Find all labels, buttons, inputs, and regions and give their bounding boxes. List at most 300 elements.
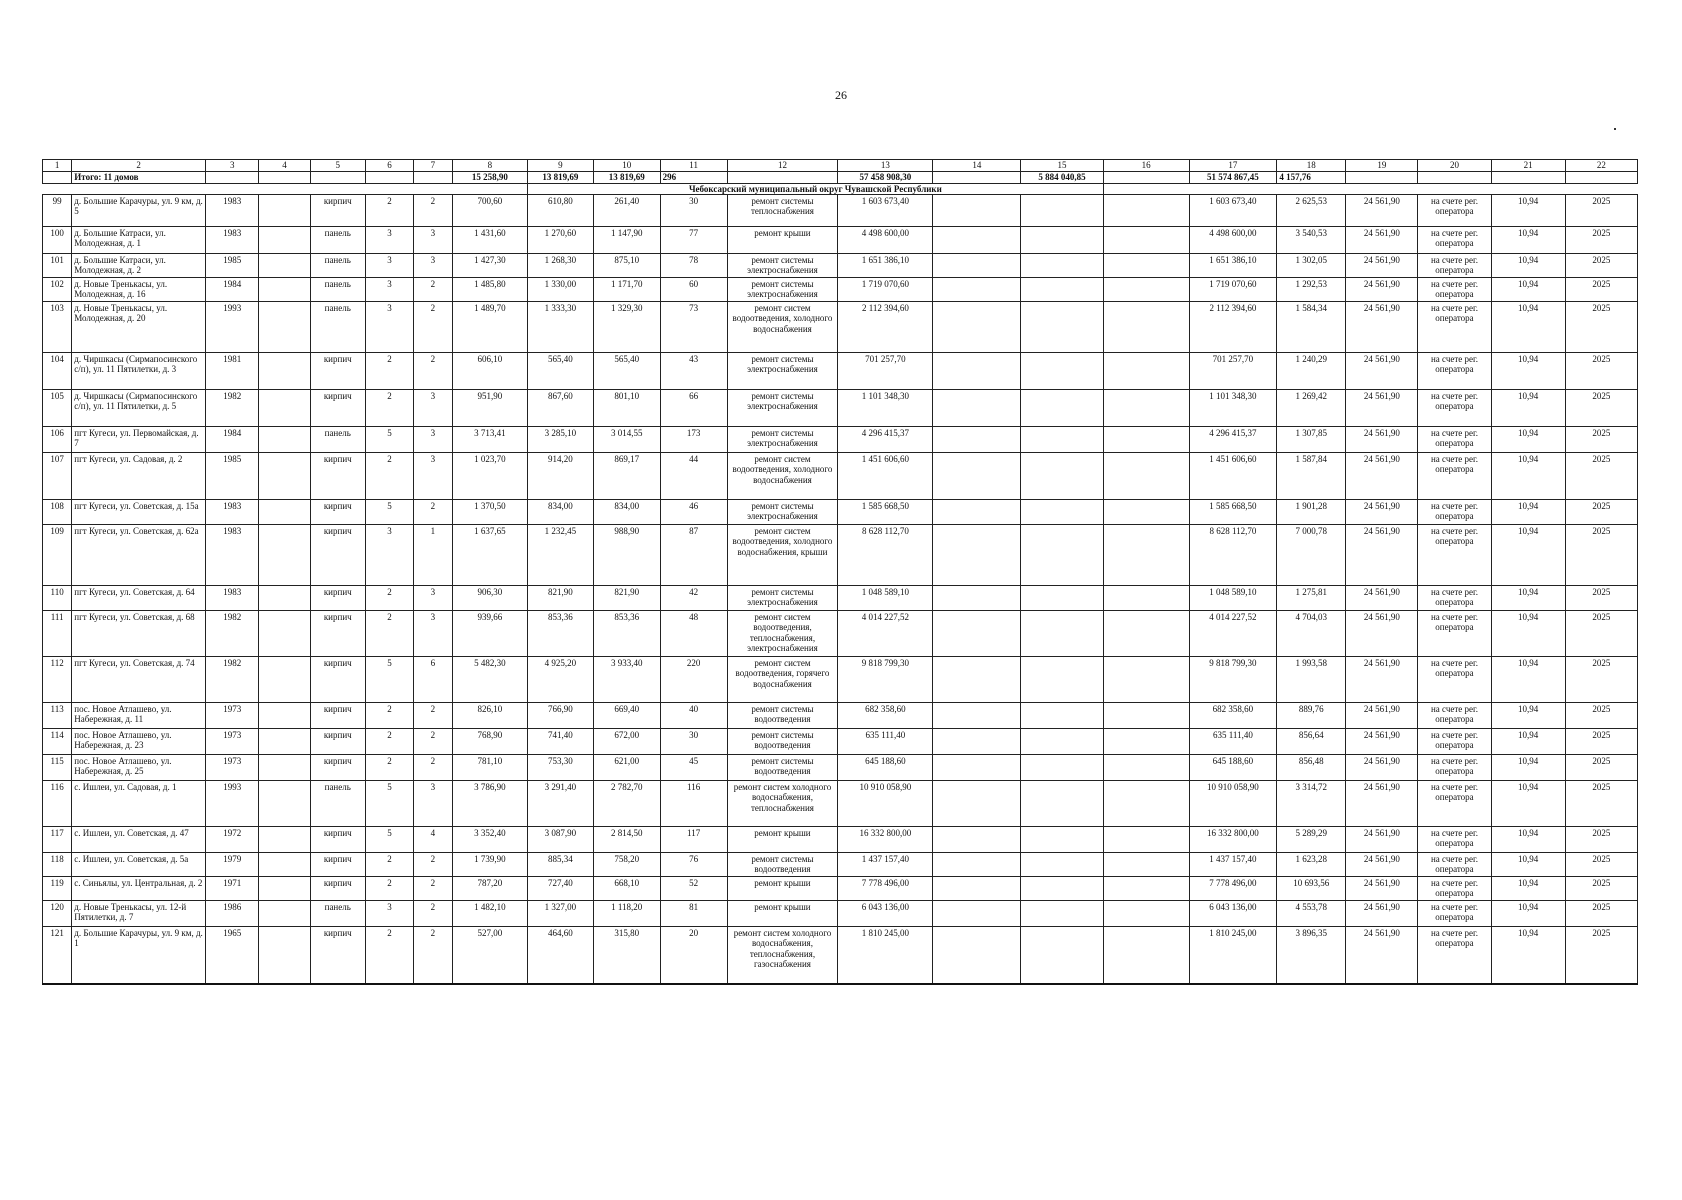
floors-count: 2 [365,703,413,729]
floors-count: 2 [365,877,413,901]
build-year: 1984 [206,427,259,453]
entrances-count: 1 [414,525,453,586]
repair-cost: 1 437 157,40 [838,853,933,877]
cell [933,827,1021,853]
unit-cost: 1 584,34 [1277,302,1346,353]
unit-cost: 1 302,05 [1277,254,1346,278]
total-area: 3 786,90 [452,781,527,827]
build-year: 1973 [206,729,259,755]
cost-fund: 2 112 394,60 [1189,302,1277,353]
floors-count: 2 [365,390,413,427]
cell [933,611,1021,657]
plan-year: 2025 [1565,927,1637,984]
total-area-living: 13 819,69 [527,172,593,184]
cell [259,927,310,984]
unit-cost-limit: 24 561,90 [1346,195,1418,227]
repair-works: ремонт систем водоотведения, горячего водоснабжения [727,657,838,703]
cell [1103,172,1189,184]
plan-year: 2025 [1565,500,1637,525]
living-area: 3 285,10 [527,427,593,453]
residential-area: 1 118,20 [593,901,660,927]
build-year: 1993 [206,781,259,827]
table-row [43,227,1638,254]
col-header: 19 [1346,160,1418,172]
build-year: 1979 [206,853,259,877]
unit-cost-limit: 24 561,90 [1346,703,1418,729]
cell [259,227,310,254]
row-number: 100 [43,227,72,254]
row-number: 104 [43,353,72,390]
fund-method: на счете рег. оператора [1418,525,1491,586]
cell [259,427,310,453]
unit-cost-limit: 24 561,90 [1346,901,1418,927]
fund-method: на счете рег. оператора [1418,657,1491,703]
cost-fund: 10 910 058,90 [1189,781,1277,827]
floors-count: 3 [365,278,413,302]
contribution-rate: 10,94 [1491,453,1565,500]
wall-material: кирпич [310,390,365,427]
table-row [43,278,1638,302]
table-row [43,755,1638,781]
table-row [43,500,1638,525]
unit-cost-limit: 24 561,90 [1346,227,1418,254]
living-area: 610,80 [527,195,593,227]
fund-method: на счете рег. оператора [1418,227,1491,254]
unit-cost: 4 553,78 [1277,901,1346,927]
floors-count: 2 [365,453,413,500]
row-number: 118 [43,853,72,877]
unit-cost-limit: 24 561,90 [1346,390,1418,427]
cell [933,853,1021,877]
plan-year: 2025 [1565,586,1637,611]
fund-method: на счете рег. оператора [1418,586,1491,611]
unit-cost-limit: 24 561,90 [1346,525,1418,586]
floors-count: 5 [365,827,413,853]
total-area: 700,60 [452,195,527,227]
unit-cost-limit: 24 561,90 [1346,427,1418,453]
unit-cost: 5 289,29 [1277,827,1346,853]
entrances-count: 2 [414,877,453,901]
total-col15: 5 884 040,85 [1021,172,1104,184]
fund-method: на счете рег. оператора [1418,302,1491,353]
unit-cost-limit: 24 561,90 [1346,827,1418,853]
unit-cost-limit: 24 561,90 [1346,254,1418,278]
unit-cost: 1 307,85 [1277,427,1346,453]
row-number: 99 [43,195,72,227]
floors-count: 3 [365,254,413,278]
cell [259,611,310,657]
contribution-rate: 10,94 [1491,877,1565,901]
floors-count: 3 [365,227,413,254]
address: с. Ишлеи, ул. Садовая, д. 1 [72,781,206,827]
floors-count: 2 [365,353,413,390]
cell [1103,586,1189,611]
build-year: 1983 [206,500,259,525]
entrances-count: 3 [414,254,453,278]
build-year: 1993 [206,302,259,353]
table-row [43,781,1638,827]
floors-count: 5 [365,781,413,827]
floors-count: 3 [365,525,413,586]
residents-count: 173 [660,427,727,453]
contribution-rate: 10,94 [1491,781,1565,827]
residential-area: 315,80 [593,927,660,984]
cell [1103,353,1189,390]
col-header: 4 [259,160,310,172]
table-row [43,901,1638,927]
col-header: 21 [1491,160,1565,172]
cell [1103,657,1189,703]
fund-method: на счете рег. оператора [1418,278,1491,302]
cell [933,195,1021,227]
cell [259,586,310,611]
unit-cost: 7 000,78 [1277,525,1346,586]
residents-count: 66 [660,390,727,427]
cost-fund: 7 778 496,00 [1189,877,1277,901]
repair-cost: 645 188,60 [838,755,933,781]
cell [259,172,310,184]
entrances-count: 3 [414,227,453,254]
total-area: 826,10 [452,703,527,729]
unit-cost-limit: 24 561,90 [1346,278,1418,302]
cell [1103,755,1189,781]
repair-works: ремонт системы электроснабжения [727,427,838,453]
repair-works: ремонт системы электроснабжения [727,353,838,390]
cell [933,254,1021,278]
floors-count: 2 [365,586,413,611]
total-area: 3 352,40 [452,827,527,853]
total-area: 781,10 [452,755,527,781]
col-header: 7 [414,160,453,172]
repair-works: ремонт системы водоотведения [727,703,838,729]
cost-fund: 16 332 800,00 [1189,827,1277,853]
plan-year: 2025 [1565,453,1637,500]
entrances-count: 2 [414,302,453,353]
row-number: 114 [43,729,72,755]
plan-year: 2025 [1565,427,1637,453]
cell [43,184,528,195]
cell [1021,453,1104,500]
unit-cost: 1 240,29 [1277,353,1346,390]
total-area: 1 431,60 [452,227,527,254]
cell [1103,877,1189,901]
plan-year: 2025 [1565,853,1637,877]
residents-count: 44 [660,453,727,500]
floors-count: 3 [365,302,413,353]
total-area: 906,30 [452,586,527,611]
cost-fund: 1 048 589,10 [1189,586,1277,611]
repair-works: ремонт системы электроснабжения [727,586,838,611]
cell [1021,278,1104,302]
table-row [43,525,1638,586]
fund-method: на счете рег. оператора [1418,427,1491,453]
cell [1103,302,1189,353]
living-area: 1 333,30 [527,302,593,353]
residential-area: 1 171,70 [593,278,660,302]
cell [1021,611,1104,657]
address: пгт Кугеси, ул. Советская, д. 62а [72,525,206,586]
cost-fund: 1 603 673,40 [1189,195,1277,227]
repair-works: ремонт крыши [727,901,838,927]
table-row [43,195,1638,227]
residential-area: 669,40 [593,703,660,729]
total-label: Итого: 11 домов [72,172,206,184]
table-row [43,657,1638,703]
cell [1103,500,1189,525]
cell [1021,525,1104,586]
living-area: 1 327,00 [527,901,593,927]
living-area: 3 291,40 [527,781,593,827]
residential-area: 621,00 [593,755,660,781]
residential-area: 565,40 [593,353,660,390]
cost-fund: 8 628 112,70 [1189,525,1277,586]
repair-works: ремонт систем водоотведения, теплоснабжения, электроснабжения [727,611,838,657]
cost-fund: 4 014 227,52 [1189,611,1277,657]
cell [933,302,1021,353]
unit-cost: 856,48 [1277,755,1346,781]
contribution-rate: 10,94 [1491,278,1565,302]
plan-year: 2025 [1565,827,1637,853]
fund-method: на счете рег. оператора [1418,927,1491,984]
table-row [43,254,1638,278]
plan-year: 2025 [1565,781,1637,827]
contribution-rate: 10,94 [1491,611,1565,657]
total-area: 1 489,70 [452,302,527,353]
cell [933,390,1021,427]
plan-year: 2025 [1565,525,1637,586]
build-year: 1983 [206,227,259,254]
plan-year: 2025 [1565,278,1637,302]
row-number: 120 [43,901,72,927]
build-year: 1965 [206,927,259,984]
residents-count: 52 [660,877,727,901]
table-row [43,877,1638,901]
fund-method: на счете рег. оператора [1418,877,1491,901]
cell [933,453,1021,500]
col-header: 5 [310,160,365,172]
col-header: 18 [1277,160,1346,172]
residents-count: 78 [660,254,727,278]
cell [933,227,1021,254]
cost-fund: 6 043 136,00 [1189,901,1277,927]
col-header: 6 [365,160,413,172]
build-year: 1983 [206,586,259,611]
cell [259,500,310,525]
repair-cost: 1 719 070,60 [838,278,933,302]
residents-count: 73 [660,302,727,353]
unit-cost: 1 269,42 [1277,390,1346,427]
total-area: 606,10 [452,353,527,390]
table-row [43,853,1638,877]
cost-fund: 682 358,60 [1189,703,1277,729]
wall-material: кирпич [310,586,365,611]
cell [1103,827,1189,853]
cell [1103,611,1189,657]
cost-fund: 1 101 348,30 [1189,390,1277,427]
cell [1021,703,1104,729]
wall-material: кирпич [310,877,365,901]
row-number: 105 [43,390,72,427]
residential-area: 1 329,30 [593,302,660,353]
total-area-residential: 13 819,69 [593,172,660,184]
unit-cost: 3 896,35 [1277,927,1346,984]
wall-material: панель [310,302,365,353]
cost-fund: 1 810 245,00 [1189,927,1277,984]
residential-area: 2 814,50 [593,827,660,853]
cell [1021,781,1104,827]
cell [259,901,310,927]
total-area: 1 739,90 [452,853,527,877]
cell [1021,500,1104,525]
total-area: 1 023,70 [452,453,527,500]
row-number: 102 [43,278,72,302]
contribution-rate: 10,94 [1491,729,1565,755]
plan-year: 2025 [1565,755,1637,781]
cell [1021,853,1104,877]
unit-cost-limit: 24 561,90 [1346,302,1418,353]
column-number-row [43,160,1638,172]
floors-count: 2 [365,195,413,227]
col-header: 12 [727,160,838,172]
contribution-rate: 10,94 [1491,927,1565,984]
unit-cost-limit: 24 561,90 [1346,755,1418,781]
contribution-rate: 10,94 [1491,853,1565,877]
cell [1021,302,1104,353]
col-header: 2 [72,160,206,172]
cell [933,586,1021,611]
repair-works: ремонт системы водоотведения [727,755,838,781]
plan-year: 2025 [1565,611,1637,657]
cost-fund: 1 585 668,50 [1189,500,1277,525]
build-year: 1986 [206,901,259,927]
row-number: 113 [43,703,72,729]
cost-fund: 1 719 070,60 [1189,278,1277,302]
residents-count: 220 [660,657,727,703]
residential-area: 3 933,40 [593,657,660,703]
living-area: 565,40 [527,353,593,390]
repair-works: ремонт систем водоотведения, холодного водоснабжения, крыши [727,525,838,586]
unit-cost: 10 693,56 [1277,877,1346,901]
entrances-count: 6 [414,657,453,703]
residents-count: 60 [660,278,727,302]
cell [1565,172,1637,184]
living-area: 741,40 [527,729,593,755]
residents-count: 30 [660,195,727,227]
entrances-count: 2 [414,703,453,729]
cell [1103,195,1189,227]
plan-year: 2025 [1565,254,1637,278]
row-number: 101 [43,254,72,278]
total-area: 5 482,30 [452,657,527,703]
cell [259,657,310,703]
repair-works: ремонт систем холодного водоснабжения, теплоснабжения, газоснабжения [727,927,838,984]
unit-cost-limit: 24 561,90 [1346,729,1418,755]
cell [933,729,1021,755]
col-header: 17 [1189,160,1277,172]
plan-year: 2025 [1565,302,1637,353]
residential-area: 875,10 [593,254,660,278]
entrances-count: 3 [414,611,453,657]
repair-cost: 4 296 415,37 [838,427,933,453]
residents-count: 46 [660,500,727,525]
living-area: 1 330,00 [527,278,593,302]
cell [1346,172,1418,184]
address: с. Ишлеи, ул. Советская, д. 47 [72,827,206,853]
cost-fund: 645 188,60 [1189,755,1277,781]
col-header: 10 [593,160,660,172]
cell [1103,390,1189,427]
unit-cost-limit: 24 561,90 [1346,500,1418,525]
col-header: 14 [933,160,1021,172]
capital-repair-table [42,159,1638,985]
residents-count: 77 [660,227,727,254]
floors-count: 2 [365,729,413,755]
address: д. Большие Катраси, ул. Молодежная, д. 2 [72,254,206,278]
total-row [43,172,1638,184]
entrances-count: 2 [414,755,453,781]
unit-cost: 3 540,53 [1277,227,1346,254]
unit-cost: 1 993,58 [1277,657,1346,703]
cell [1103,703,1189,729]
repair-cost: 7 778 496,00 [838,877,933,901]
cost-fund: 4 296 415,37 [1189,427,1277,453]
residential-area: 261,40 [593,195,660,227]
unit-cost: 3 314,72 [1277,781,1346,827]
wall-material: кирпич [310,500,365,525]
living-area: 1 232,45 [527,525,593,586]
entrances-count: 2 [414,901,453,927]
row-number: 116 [43,781,72,827]
col-header: 11 [660,160,727,172]
cell [933,657,1021,703]
cell [933,525,1021,586]
row-number: 119 [43,877,72,901]
unit-cost-limit: 24 561,90 [1346,877,1418,901]
unit-cost: 1 292,53 [1277,278,1346,302]
residential-area: 869,17 [593,453,660,500]
cell [933,172,1021,184]
cell [933,703,1021,729]
address: д. Новые Тренькасы, ул. Молодежная, д. 20 [72,302,206,353]
total-area: 1 427,30 [452,254,527,278]
total-people: 296 [660,172,727,184]
repair-cost: 6 043 136,00 [838,901,933,927]
entrances-count: 3 [414,586,453,611]
residents-count: 42 [660,586,727,611]
table-row [43,427,1638,453]
address: пос. Новое Атлашево, ул. Набережная, д. 25 [72,755,206,781]
residents-count: 48 [660,611,727,657]
total-area: 951,90 [452,390,527,427]
cell [933,278,1021,302]
total-area: 1 485,80 [452,278,527,302]
entrances-count: 2 [414,853,453,877]
unit-cost: 1 275,81 [1277,586,1346,611]
col-header: 16 [1103,160,1189,172]
wall-material: панель [310,427,365,453]
living-area: 885,34 [527,853,593,877]
row-number: 109 [43,525,72,586]
repair-works: ремонт систем водоотведения, холодного водоснабжения [727,302,838,353]
address: д. Чиршкасы (Сирмапосинского с/п), ул. 11 Пятилетки, д. 5 [72,390,206,427]
unit-cost: 2 625,53 [1277,195,1346,227]
address: с. Ишлеи, ул. Советская, д. 5а [72,853,206,877]
cell [1103,927,1189,984]
cell [1103,254,1189,278]
total-cost: 57 458 908,30 [838,172,933,184]
unit-cost: 889,76 [1277,703,1346,729]
contribution-rate: 10,94 [1491,586,1565,611]
